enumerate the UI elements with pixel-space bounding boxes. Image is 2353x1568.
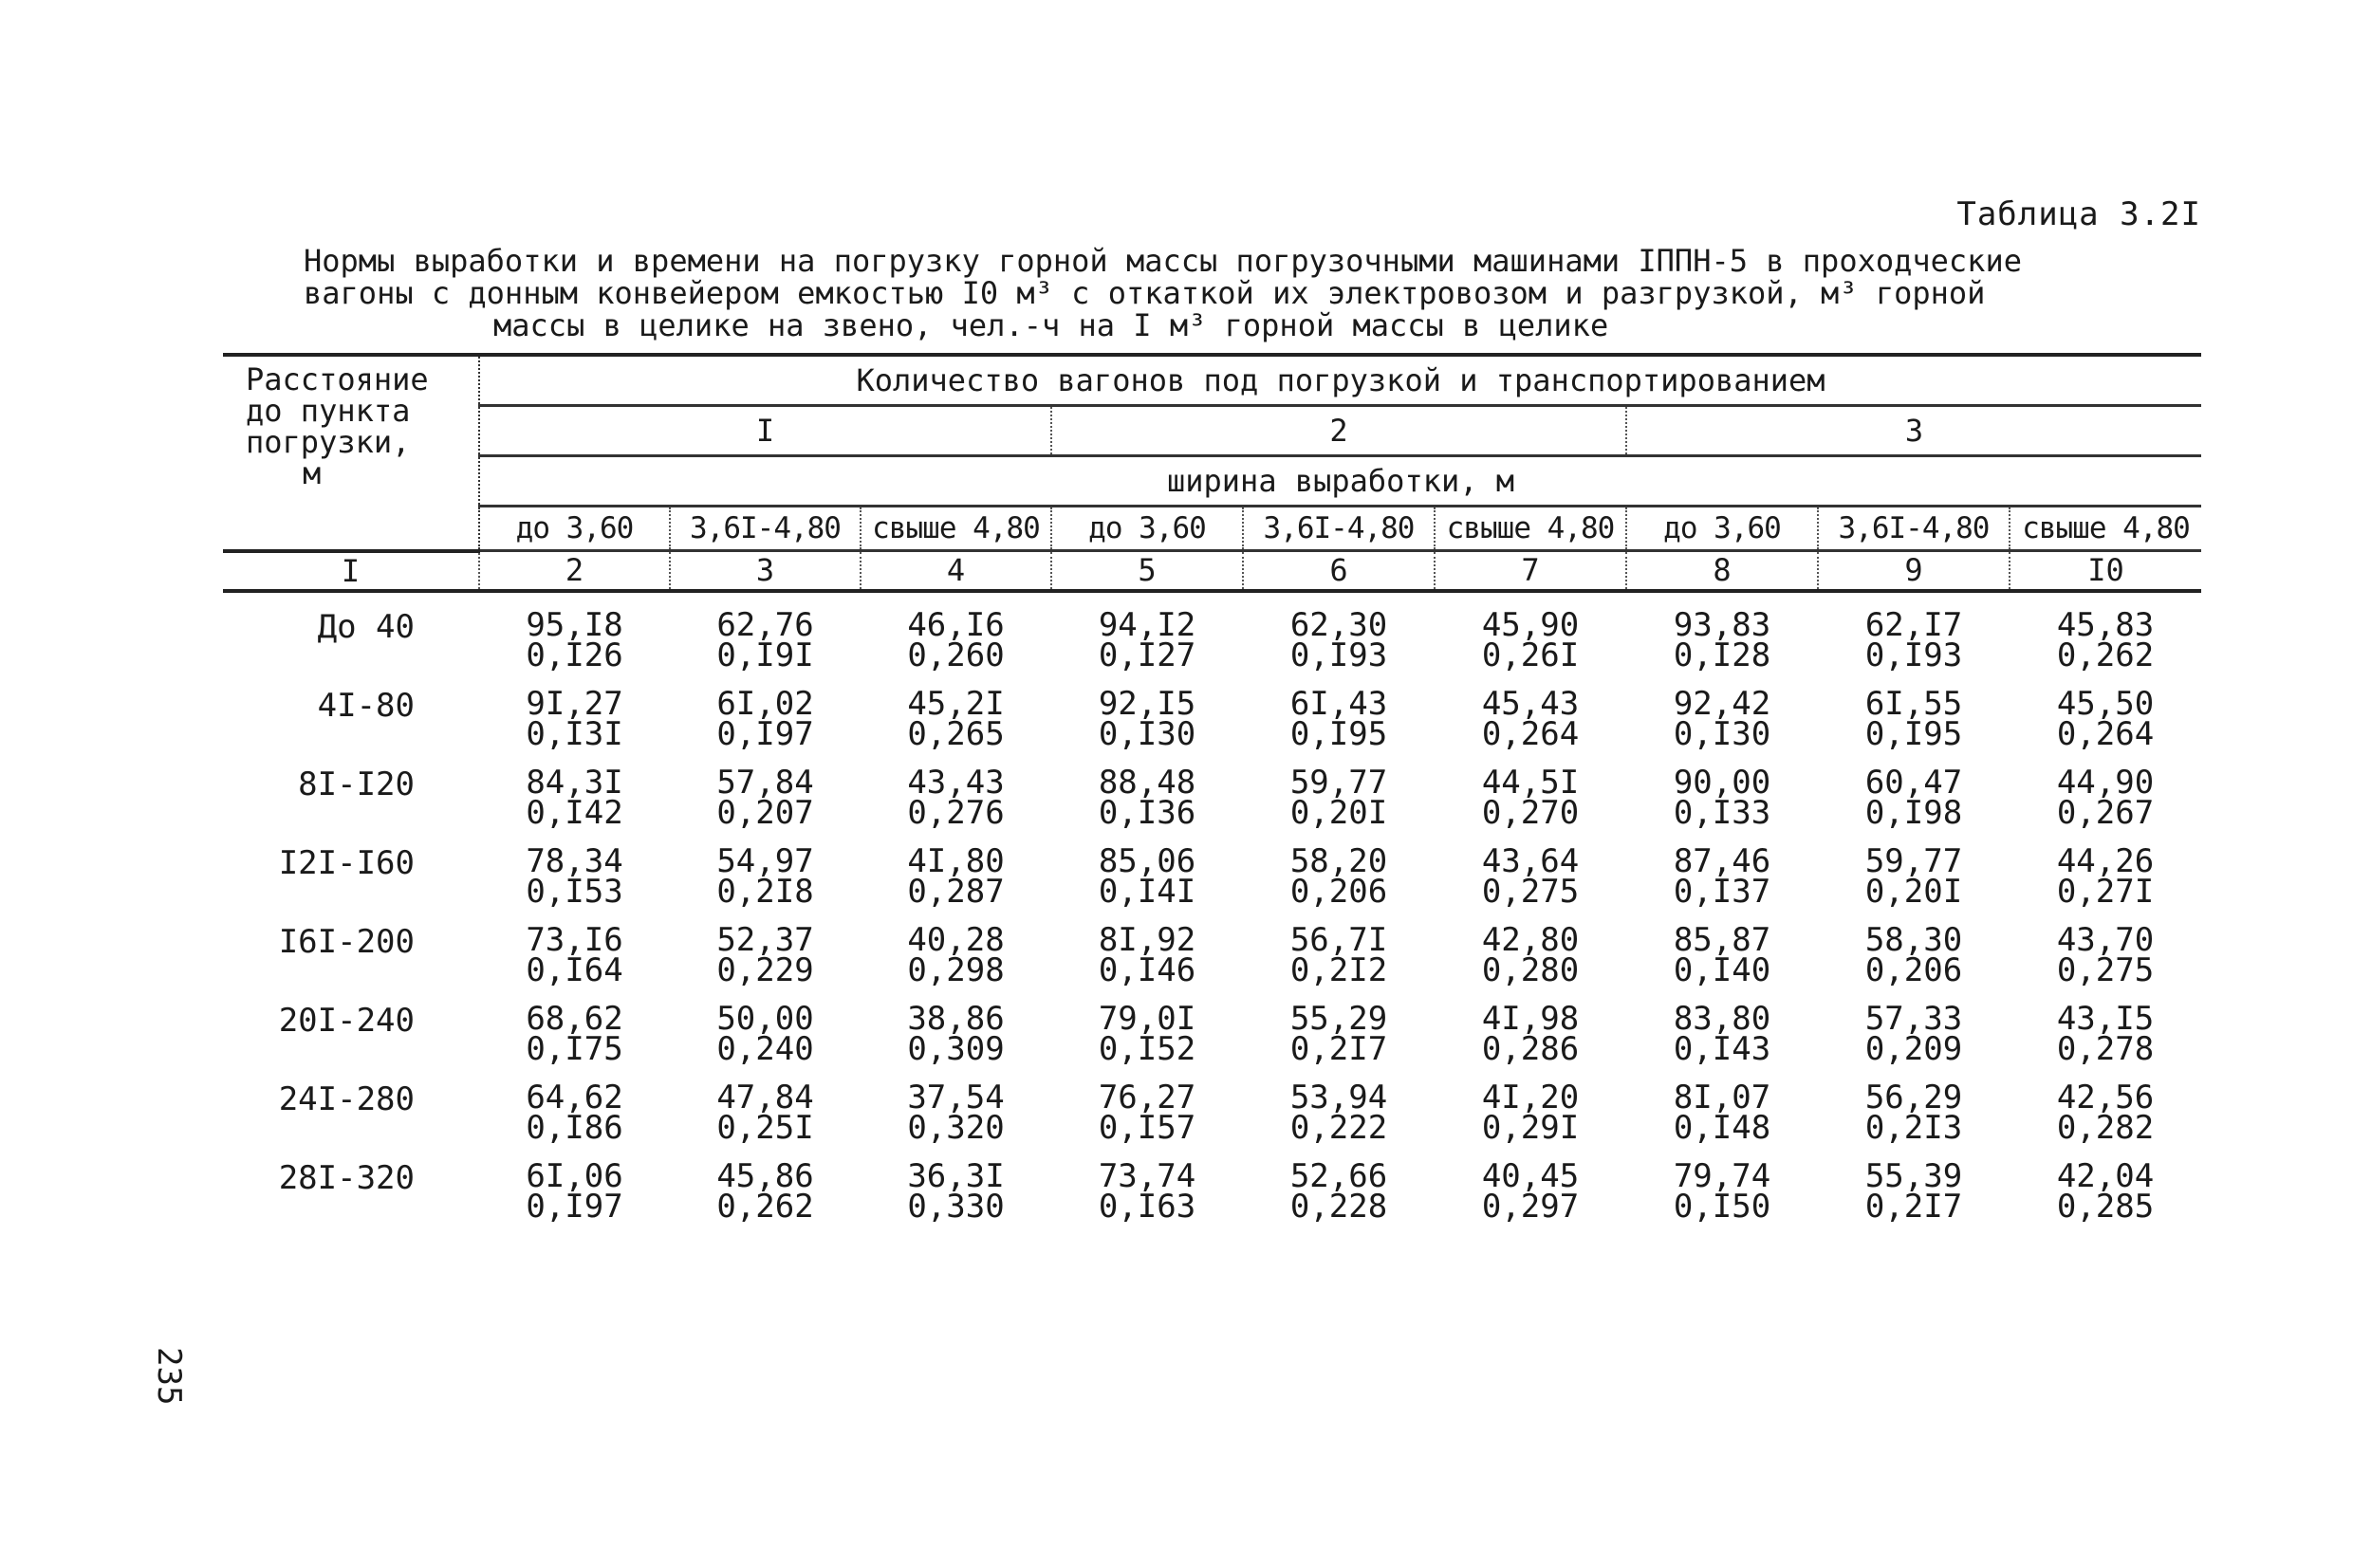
output-norm-value: 83,80 [1673, 999, 1771, 1038]
value-cell [1243, 763, 1435, 846]
distance-cell: 8I-I20 [298, 765, 415, 803]
output-norm-value: 37,54 [907, 1078, 1005, 1116]
time-norm-value: 0,298 [907, 950, 1005, 989]
time-norm-value: 0,I30 [1673, 714, 1771, 753]
output-norm-value: 42,04 [2056, 1156, 2155, 1195]
output-norm-value: 57,33 [1864, 999, 1963, 1038]
output-norm-value: 46,I6 [907, 605, 1005, 644]
value-cell [2010, 763, 2201, 846]
output-norm-value: 92,42 [1673, 684, 1771, 723]
output-norm-value: 60,47 [1864, 763, 1963, 802]
column-number: 7 [1435, 551, 1626, 591]
time-norm-value: 0,275 [2056, 950, 2155, 989]
value-cell [1626, 999, 1818, 1082]
time-norm-value: 0,I26 [526, 636, 623, 674]
table-caption [285, 245, 2144, 341]
value-cell [2010, 1078, 2201, 1161]
table-row [223, 1004, 2201, 1082]
column-number: 6 [1243, 551, 1435, 591]
value-cell [1626, 684, 1818, 767]
table-row [223, 925, 2201, 1004]
output-norm-value: 42,80 [1481, 920, 1580, 959]
output-norm-value: 55,39 [1864, 1156, 1963, 1195]
value-cell [2010, 920, 2201, 1004]
width-column-header: до 3,60 [479, 507, 670, 551]
norms-table [223, 353, 2201, 1240]
time-norm-value: 0,2I3 [1864, 1108, 1963, 1147]
value-cell [861, 591, 1051, 689]
value-cell [1626, 1156, 1818, 1240]
time-norm-value: 0,209 [1864, 1029, 1963, 1068]
value-cell [1051, 841, 1243, 925]
time-norm-value: 0,I33 [1673, 793, 1771, 832]
width-column-header: 3,6I-4,80 [1818, 507, 2010, 551]
output-norm-value: 6I,06 [526, 1156, 623, 1195]
column-number: 8 [1626, 551, 1818, 591]
time-norm-value: 0,I42 [526, 793, 623, 832]
output-norm-value: 45,50 [2056, 684, 2155, 723]
output-norm-value: 53,94 [1289, 1078, 1388, 1116]
time-norm-value: 0,I3I [526, 714, 623, 753]
value-cell [1626, 591, 1818, 689]
time-norm-value: 0,I46 [1098, 950, 1196, 989]
time-norm-value: 0,29I [1481, 1108, 1580, 1147]
time-norm-value: 0,I98 [1864, 793, 1963, 832]
output-norm-value: 43,I5 [2056, 999, 2155, 1038]
value-cell [479, 684, 670, 767]
time-norm-value: 0,240 [716, 1029, 814, 1068]
output-norm-value: 93,83 [1673, 605, 1771, 644]
output-norm-value: 59,77 [1864, 841, 1963, 880]
time-norm-value: 0,286 [1481, 1029, 1580, 1068]
value-cell [1435, 1156, 1626, 1240]
time-norm-value: 0,I36 [1098, 793, 1196, 832]
time-norm-value: 0,280 [1481, 950, 1580, 989]
time-norm-value: 0,I97 [526, 1187, 623, 1226]
output-norm-value: 73,74 [1098, 1156, 1196, 1195]
table-row [223, 1161, 2201, 1240]
value-cell [1626, 763, 1818, 846]
distance-cell: I2I-I60 [278, 843, 415, 882]
value-cell [1818, 999, 2010, 1082]
width-column-header: до 3,60 [1626, 507, 1818, 551]
output-norm-value: 56,29 [1864, 1078, 1963, 1116]
time-norm-value: 0,264 [2056, 714, 2155, 753]
time-norm-value: 0,330 [907, 1187, 1005, 1226]
time-norm-value: 0,222 [1289, 1108, 1388, 1147]
table-row [223, 1082, 2201, 1161]
time-norm-value: 0,2I7 [1289, 1029, 1388, 1068]
value-cell [1435, 591, 1626, 689]
value-cell [670, 920, 861, 1004]
width-column-header: свыше 4,80 [2010, 507, 2201, 551]
time-norm-value: 0,282 [2056, 1108, 2155, 1147]
output-norm-value: 87,46 [1673, 841, 1771, 880]
group-header-1: I [479, 406, 1051, 456]
time-norm-value: 0,I52 [1098, 1029, 1196, 1068]
output-norm-value: 88,48 [1098, 763, 1196, 802]
caption-line-2: вагоны с донным конвейером емкостью I0 м³ с откаткой их электровозом и разгрузкой, м³ горной [304, 275, 1986, 311]
value-cell [1243, 684, 1435, 767]
time-norm-value: 0,I86 [526, 1108, 623, 1147]
wagon-count-header: Количество вагонов под погрузкой и транспортированием [479, 355, 2201, 406]
table-label: Таблица 3.2I [1956, 195, 2201, 233]
output-norm-value: 84,3I [526, 763, 623, 802]
value-cell [479, 1078, 670, 1161]
output-norm-value: 85,87 [1673, 920, 1771, 959]
value-cell [1051, 1156, 1243, 1240]
table-row [223, 767, 2201, 846]
output-norm-value: 45,86 [716, 1156, 814, 1195]
output-norm-value: 76,27 [1098, 1078, 1196, 1116]
time-norm-value: 0,I50 [1673, 1187, 1771, 1226]
value-cell [1435, 920, 1626, 1004]
output-norm-value: 45,43 [1481, 684, 1580, 723]
value-cell [861, 999, 1051, 1082]
output-norm-value: 62,I7 [1864, 605, 1963, 644]
group-header-2: 2 [1051, 406, 1626, 456]
time-norm-value: 0,229 [716, 950, 814, 989]
column-number: 3 [670, 551, 861, 591]
time-norm-value: 0,262 [716, 1187, 814, 1226]
output-norm-value: 4I,98 [1481, 999, 1580, 1038]
value-cell [1626, 1078, 1818, 1161]
value-cell [670, 591, 861, 689]
time-norm-value: 0,26I [1481, 636, 1580, 674]
distance-cell: 28I-320 [278, 1158, 415, 1197]
time-norm-value: 0,I28 [1673, 636, 1771, 674]
output-norm-value: 44,5I [1481, 763, 1580, 802]
time-norm-value: 0,270 [1481, 793, 1580, 832]
time-norm-value: 0,I43 [1673, 1029, 1771, 1068]
width-column-header: 3,6I-4,80 [670, 507, 861, 551]
time-norm-value: 0,I95 [1864, 714, 1963, 753]
value-cell [1051, 591, 1243, 689]
time-norm-value: 0,I64 [526, 950, 623, 989]
output-norm-value: 90,00 [1673, 763, 1771, 802]
value-cell [1818, 763, 2010, 846]
column-number: I0 [2010, 551, 2201, 591]
value-cell [1051, 763, 1243, 846]
time-norm-value: 0,278 [2056, 1029, 2155, 1068]
output-norm-value: 55,29 [1289, 999, 1388, 1038]
column-number: 9 [1818, 551, 2010, 591]
value-cell [861, 841, 1051, 925]
output-norm-value: 85,06 [1098, 841, 1196, 880]
time-norm-value: 0,I48 [1673, 1108, 1771, 1147]
time-norm-value: 0,I63 [1098, 1187, 1196, 1226]
value-cell [1243, 1156, 1435, 1240]
output-norm-value: 56,7I [1289, 920, 1388, 959]
value-cell [2010, 1156, 2201, 1240]
output-norm-value: 4I,20 [1481, 1078, 1580, 1116]
value-cell [1626, 841, 1818, 925]
group-header-3: 3 [1626, 406, 2201, 456]
output-norm-value: 68,62 [526, 999, 623, 1038]
time-norm-value: 0,228 [1289, 1187, 1388, 1226]
width-column-header: до 3,60 [1051, 507, 1243, 551]
value-cell [861, 684, 1051, 767]
time-norm-value: 0,2I2 [1289, 950, 1388, 989]
time-norm-value: 0,297 [1481, 1187, 1580, 1226]
value-cell [1051, 1078, 1243, 1161]
time-norm-value: 0,260 [907, 636, 1005, 674]
value-cell [1435, 841, 1626, 925]
time-norm-value: 0,206 [1289, 872, 1388, 911]
output-norm-value: 38,86 [907, 999, 1005, 1038]
output-norm-value: 43,70 [2056, 920, 2155, 959]
value-cell [479, 1156, 670, 1240]
time-norm-value: 0,I75 [526, 1029, 623, 1068]
stub-header-line: погрузки, [246, 424, 411, 460]
time-norm-value: 0,20I [1864, 872, 1963, 911]
value-cell [479, 591, 670, 689]
stub-header-line: Расстояние [246, 361, 429, 397]
time-norm-value: 0,I57 [1098, 1108, 1196, 1147]
value-cell [861, 763, 1051, 846]
output-norm-value: 73,I6 [526, 920, 623, 959]
distance-cell: До 40 [317, 607, 415, 646]
value-cell [1435, 1078, 1626, 1161]
value-cell [861, 920, 1051, 1004]
table-row [223, 846, 2201, 925]
time-norm-value: 0,I30 [1098, 714, 1196, 753]
column-number: 4 [861, 551, 1051, 591]
stub-header-line: до пункта [246, 393, 411, 429]
time-norm-value: 0,I93 [1289, 636, 1388, 674]
output-norm-value: 8I,07 [1673, 1078, 1771, 1116]
value-cell [1435, 684, 1626, 767]
value-cell [1051, 999, 1243, 1082]
output-norm-value: 54,97 [716, 841, 814, 880]
value-cell [670, 684, 861, 767]
distance-cell: 20I-240 [278, 1001, 415, 1040]
caption-line-1: Нормы выработки и времени на погрузку горной массы погрузочными машинами IППН-5 в проходческие [304, 243, 2022, 279]
time-norm-value: 0,I97 [716, 714, 814, 753]
output-norm-value: 43,43 [907, 763, 1005, 802]
time-norm-value: 0,276 [907, 793, 1005, 832]
value-cell [1818, 1156, 2010, 1240]
time-norm-value: 0,27I [2056, 872, 2155, 911]
time-norm-value: 0,206 [1864, 950, 1963, 989]
value-cell [670, 1078, 861, 1161]
output-norm-value: 79,74 [1673, 1156, 1771, 1195]
time-norm-value: 0,287 [907, 872, 1005, 911]
value-cell [1818, 841, 2010, 925]
width-header: ширина выработки, м [479, 456, 2201, 507]
output-norm-value: 40,45 [1481, 1156, 1580, 1195]
column-number: I [223, 551, 479, 591]
page-number: 235 [150, 1347, 188, 1406]
output-norm-value: 8I,92 [1098, 920, 1196, 959]
time-norm-value: 0,275 [1481, 872, 1580, 911]
output-norm-value: 43,64 [1481, 841, 1580, 880]
value-cell [2010, 841, 2201, 925]
time-norm-value: 0,I53 [526, 872, 623, 911]
value-cell [1243, 841, 1435, 925]
width-column-header: свыше 4,80 [861, 507, 1051, 551]
stub-header-line: м [303, 455, 322, 491]
value-cell [479, 920, 670, 1004]
output-norm-value: 4I,80 [907, 841, 1005, 880]
output-norm-value: 95,I8 [526, 605, 623, 644]
time-norm-value: 0,309 [907, 1029, 1005, 1068]
output-norm-value: 52,66 [1289, 1156, 1388, 1195]
time-norm-value: 0,25I [716, 1108, 814, 1147]
output-norm-value: 58,20 [1289, 841, 1388, 880]
output-norm-value: 6I,43 [1289, 684, 1388, 723]
table-body [223, 591, 2201, 1240]
value-cell [1051, 920, 1243, 1004]
column-number: 2 [479, 551, 670, 591]
time-norm-value: 0,I27 [1098, 636, 1196, 674]
output-norm-value: 6I,02 [716, 684, 814, 723]
value-cell [670, 841, 861, 925]
time-norm-value: 0,I40 [1673, 950, 1771, 989]
output-norm-value: 58,30 [1864, 920, 1963, 959]
time-norm-value: 0,267 [2056, 793, 2155, 832]
time-norm-value: 0,I37 [1673, 872, 1771, 911]
output-norm-value: 78,34 [526, 841, 623, 880]
value-cell [1818, 1078, 2010, 1161]
width-column-header: 3,6I-4,80 [1243, 507, 1435, 551]
table-row [223, 689, 2201, 767]
value-cell [2010, 684, 2201, 767]
time-norm-value: 0,207 [716, 793, 814, 832]
output-norm-value: 52,37 [716, 920, 814, 959]
value-cell [1626, 920, 1818, 1004]
time-norm-value: 0,I9I [716, 636, 814, 674]
time-norm-value: 0,265 [907, 714, 1005, 753]
distance-cell: I6I-200 [278, 922, 415, 961]
value-cell [1243, 591, 1435, 689]
output-norm-value: 50,00 [716, 999, 814, 1038]
time-norm-value: 0,2I8 [716, 872, 814, 911]
output-norm-value: 79,0I [1098, 999, 1196, 1038]
value-cell [1243, 920, 1435, 1004]
value-cell [1818, 591, 2010, 689]
value-cell [1051, 684, 1243, 767]
output-norm-value: 64,62 [526, 1078, 623, 1116]
stub-header [223, 355, 479, 551]
output-norm-value: 45,83 [2056, 605, 2155, 644]
value-cell [1435, 999, 1626, 1082]
caption-line-3: массы в целике на звено, чел.-ч на I м³ горной массы в целике [493, 307, 1609, 343]
output-norm-value: 6I,55 [1864, 684, 1963, 723]
output-norm-value: 44,26 [2056, 841, 2155, 880]
output-norm-value: 40,28 [907, 920, 1005, 959]
value-cell [1243, 999, 1435, 1082]
value-cell [861, 1078, 1051, 1161]
time-norm-value: 0,I93 [1864, 636, 1963, 674]
output-norm-value: 9I,27 [526, 684, 623, 723]
output-norm-value: 62,76 [716, 605, 814, 644]
distance-cell: 24I-280 [278, 1079, 415, 1118]
value-cell [670, 1156, 861, 1240]
column-number: 5 [1051, 551, 1243, 591]
output-norm-value: 45,2I [907, 684, 1005, 723]
value-cell [670, 763, 861, 846]
value-cell [1243, 1078, 1435, 1161]
output-norm-value: 45,90 [1481, 605, 1580, 644]
output-norm-value: 36,3I [907, 1156, 1005, 1195]
output-norm-value: 62,30 [1289, 605, 1388, 644]
value-cell [479, 841, 670, 925]
value-cell [2010, 999, 2201, 1082]
output-norm-value: 44,90 [2056, 763, 2155, 802]
output-norm-value: 94,I2 [1098, 605, 1196, 644]
value-cell [479, 999, 670, 1082]
value-cell [1818, 684, 2010, 767]
output-norm-value: 57,84 [716, 763, 814, 802]
value-cell [1435, 763, 1626, 846]
time-norm-value: 0,I4I [1098, 872, 1196, 911]
value-cell [2010, 591, 2201, 689]
output-norm-value: 59,77 [1289, 763, 1388, 802]
value-cell [670, 999, 861, 1082]
time-norm-value: 0,285 [2056, 1187, 2155, 1226]
output-norm-value: 47,84 [716, 1078, 814, 1116]
width-column-header: свыше 4,80 [1435, 507, 1626, 551]
output-norm-value: 42,56 [2056, 1078, 2155, 1116]
time-norm-value: 0,I95 [1289, 714, 1388, 753]
distance-cell: 4I-80 [317, 686, 415, 725]
value-cell [479, 763, 670, 846]
table-header [223, 355, 2201, 591]
value-cell [861, 1156, 1051, 1240]
time-norm-value: 0,262 [2056, 636, 2155, 674]
time-norm-value: 0,320 [907, 1108, 1005, 1147]
time-norm-value: 0,20I [1289, 793, 1388, 832]
time-norm-value: 0,2I7 [1864, 1187, 1963, 1226]
value-cell [1818, 920, 2010, 1004]
time-norm-value: 0,264 [1481, 714, 1580, 753]
output-norm-value: 92,I5 [1098, 684, 1196, 723]
table-row [223, 591, 2201, 689]
